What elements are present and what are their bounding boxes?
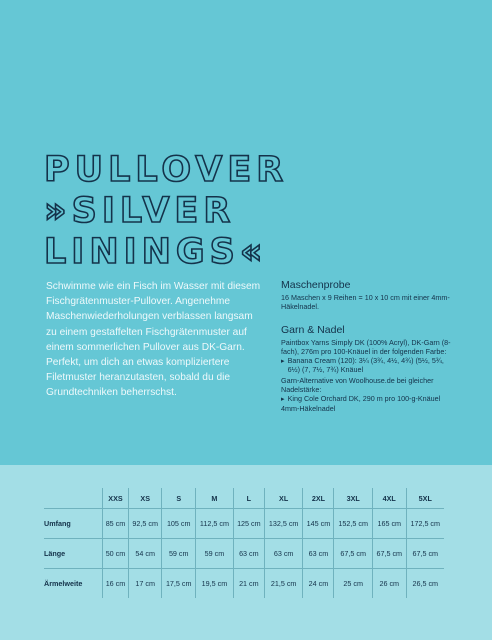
size-table bbox=[44, 488, 444, 598]
yarn-color-text: Banana Cream (120): 3¼ (3¾, 4½, 4¾) (5½, 5¾, 6½) (7, 7½, 7¾) Knäuel bbox=[287, 356, 444, 375]
table-cell: 16 cm bbox=[103, 569, 129, 599]
header-cell: L bbox=[233, 488, 264, 509]
table-cell: 26 cm bbox=[372, 569, 406, 599]
table-cell: 24 cm bbox=[303, 569, 334, 599]
yarn-alternative-text: Garn-Alternative von Woolhouse.de bei gleicher Nadelstärke: bbox=[281, 375, 434, 395]
table-row bbox=[44, 569, 444, 599]
table-cell: 85 cm bbox=[103, 509, 129, 539]
size-header-row bbox=[44, 488, 444, 509]
header-cell: XL bbox=[264, 488, 303, 509]
table-cell: 63 cm bbox=[303, 539, 334, 569]
header-cell: 2XL bbox=[303, 488, 334, 509]
table-cell: 67,5 cm bbox=[406, 539, 444, 569]
table-cell: 17 cm bbox=[128, 569, 162, 599]
garn-text: Paintbox Yarns Simply DK (100% Acryl), DK-Garn (8-fach), 276m pro 100-Knäuel in der folgenden Farbe: bbox=[281, 337, 451, 356]
table-cell: 17,5 cm bbox=[162, 569, 196, 599]
table-cell: 152,5 cm bbox=[334, 509, 373, 539]
intro-paragraph: Schwimme wie ein Fisch im Wasser mit diesem Fischgrätenmuster-Pullover. Angenehme Maschenwiederholungen verblassen langsam zu einem gestaffelten Fischgrätenmuster auf einem sommerlichen Pullover aus DK-Garn. Perfekt, um dich an etwas kompliziertere Filetmuster heranzutasten, sobald du die Grundtechniken beherrschst. bbox=[46, 281, 261, 399]
header-cell: XS bbox=[128, 488, 162, 509]
table-cell: 21 cm bbox=[233, 569, 264, 599]
table-cell: 112,5 cm bbox=[195, 509, 233, 539]
hook-size-text: 4mm-Häkelnadel bbox=[281, 403, 336, 413]
maschenprobe-heading: Maschenprobe bbox=[281, 279, 351, 291]
table-row bbox=[44, 509, 444, 539]
table-cell: 63 cm bbox=[264, 539, 303, 569]
yarn-color-item bbox=[281, 356, 451, 375]
table-cell: 67,5 cm bbox=[334, 539, 373, 569]
table-cell: 132,5 cm bbox=[264, 509, 303, 539]
table-cell: 50 cm bbox=[103, 539, 129, 569]
maschenprobe-text: 16 Maschen x 9 Reihen = 10 x 10 cm mit einer 4mm-Häkelnadel. bbox=[281, 293, 450, 312]
table-cell: 25 cm bbox=[334, 569, 373, 599]
bullet-arrow-icon: ▸ bbox=[281, 356, 285, 366]
table-cell: 19,5 cm bbox=[195, 569, 233, 599]
header-cell: M bbox=[195, 488, 233, 509]
table-cell: 54 cm bbox=[128, 539, 162, 569]
table-cell: 145 cm bbox=[303, 509, 334, 539]
table-cell: 59 cm bbox=[195, 539, 233, 569]
table-row bbox=[44, 539, 444, 569]
title-line-1: PULLOVER bbox=[44, 150, 289, 190]
row-label: Länge bbox=[44, 539, 103, 569]
header-cell: S bbox=[162, 488, 196, 509]
table-cell: 105 cm bbox=[162, 509, 196, 539]
garn-heading: Garn & Nadel bbox=[281, 323, 345, 336]
header-cell: 4XL bbox=[372, 488, 406, 509]
title-line-2: »SILVER bbox=[44, 191, 236, 231]
materials-column bbox=[281, 279, 451, 413]
table-cell: 63 cm bbox=[233, 539, 264, 569]
table-cell: 26,5 cm bbox=[406, 569, 444, 599]
table-cell: 59 cm bbox=[162, 539, 196, 569]
table-cell: 92,5 cm bbox=[128, 509, 162, 539]
table-cell: 172,5 cm bbox=[406, 509, 444, 539]
row-label: Umfang bbox=[44, 509, 103, 539]
table-cell: 67,5 cm bbox=[372, 539, 406, 569]
table-cell: 125 cm bbox=[233, 509, 264, 539]
header-cell: 5XL bbox=[406, 488, 444, 509]
table-cell: 21,5 cm bbox=[264, 569, 303, 599]
header-cell: 3XL bbox=[334, 488, 373, 509]
pattern-title bbox=[44, 150, 288, 273]
table-cell: 165 cm bbox=[372, 509, 406, 539]
header-cell: XXS bbox=[103, 488, 129, 509]
header-cell bbox=[44, 488, 103, 509]
row-label: Ärmelweite bbox=[44, 579, 83, 588]
bullet-arrow-icon: ▸ bbox=[281, 394, 285, 404]
yarn-alternative-item bbox=[281, 394, 451, 403]
title-line-3: LININGS« bbox=[44, 232, 268, 272]
yarn-alternative-name: King Cole Orchard DK, 290 m pro 100-g-Knäuel bbox=[287, 394, 441, 404]
